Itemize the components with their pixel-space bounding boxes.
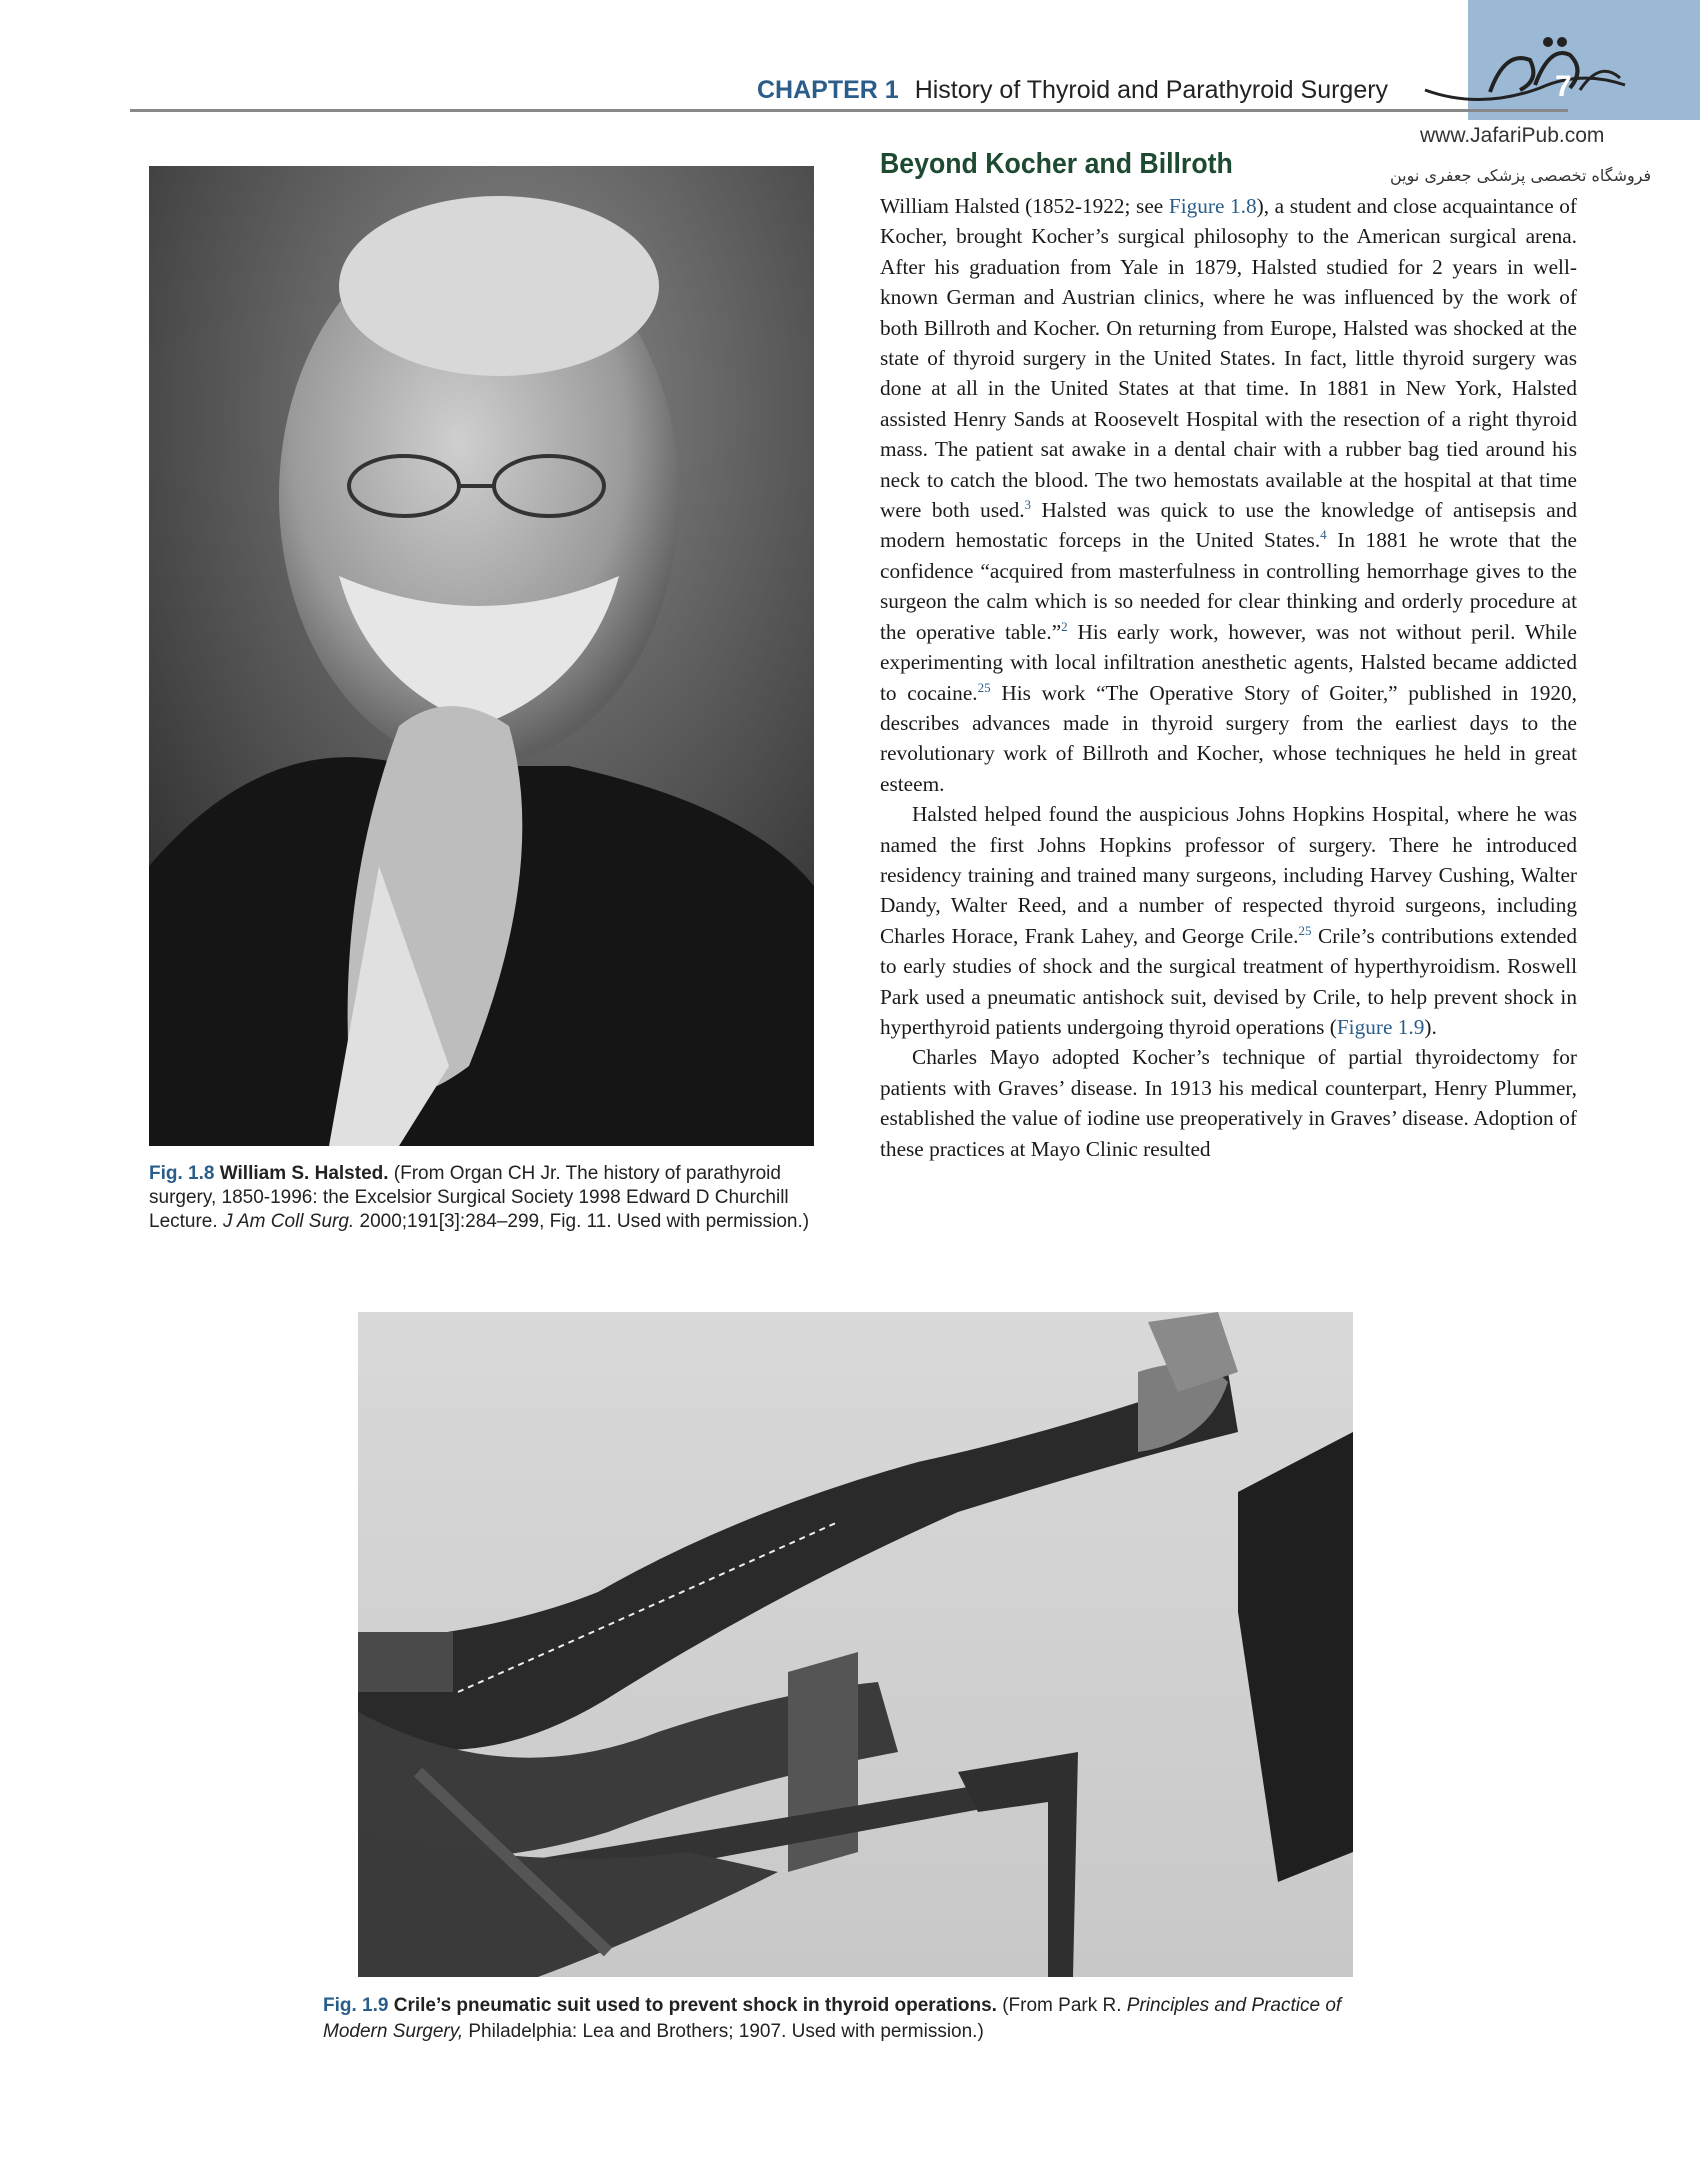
text-run: William Halsted (1852-1922; see — [880, 194, 1169, 218]
pneumatic-suit-photo — [358, 1312, 1353, 1977]
chapter-label: CHAPTER 1 — [757, 76, 899, 104]
text-run: ). — [1424, 1014, 1437, 1039]
paragraph — [880, 191, 1577, 799]
text-run: Halsted was quick to use the knowledge of antisepsis and modern hemostatic forceps in the United States. — [880, 498, 1577, 553]
running-header — [757, 76, 1388, 105]
figure-title: Crile’s pneumatic suit used to prevent shock in thyroid operations. — [393, 1995, 997, 2016]
citation-link[interactable]: 25 — [1298, 922, 1312, 938]
paragraph — [880, 799, 1577, 1042]
page-number: 7 — [1555, 70, 1572, 103]
caption-text: (From Park R. — [1002, 1995, 1127, 2016]
section-heading: Beyond Kocher and Billroth — [880, 148, 1233, 180]
text-run: In 1881 he wrote that the confidence “acquired from masterfulness in controlling hemorrhage gives to the surgeon the calm which is so needed for clear thinking and orderly procedure at the operative table.” — [880, 528, 1577, 644]
header-rule — [130, 109, 1568, 112]
text-run: His work “The Operative Story of Goiter,” published in 1920, describes advances made in thyroid surgery from the earliest days to the revolutionary work of Billroth and Kocher, whose techniques he held in great esteem. — [880, 680, 1578, 796]
figure-1-9-link[interactable]: Figure 1.9 — [1336, 1014, 1425, 1039]
article-body — [880, 191, 1577, 1164]
citation-link[interactable]: 25 — [977, 679, 991, 695]
figure-1-8-link[interactable]: Figure 1.8 — [1168, 194, 1257, 218]
book-title: Principles and Practice of Modern Surgery, — [323, 1995, 1342, 2042]
halsted-portrait-photo — [149, 166, 814, 1146]
watermark-shop: فروشگاه تخصصی پزشکی جعفری نوین — [1390, 166, 1652, 185]
paragraph — [880, 1042, 1577, 1164]
figure-label: Fig. 1.8 — [149, 1163, 215, 1184]
citation-link[interactable]: 2 — [1061, 618, 1068, 634]
text-run: Charles Mayo adopted Kocher’s technique of partial thyroidectomy for patients with Graves’ disease. In 1913 his medical counterpart, Henry Plummer, established the value of iodine use preoperatively in Graves’ disease. Adoption of these practices at Mayo Clinic resulted — [880, 1045, 1577, 1161]
caption-text: 2000;191[3]:284–299, Fig. 11. Used with permission.) — [354, 1211, 810, 1232]
figure-1-9-caption — [323, 1993, 1403, 2045]
journal-name: J Am Coll Surg. — [222, 1211, 355, 1232]
caption-text: (From Organ CH Jr. The history of parathyroid surgery, 1850-1996: the Excelsior Surgical Society 1998 Edward D Churchill Lecture. — [149, 1163, 789, 1232]
text-run: Crile’s contributions extended to early studies of shock and the surgical treatment of hyperthyroidism. Roswell Park used a pneumatic antishock suit, devised by Crile, to help prevent shock in hyperthyroid patients undergoing thyroid operations ( — [880, 923, 1577, 1039]
caption-text: Philadelphia: Lea and Brothers; 1907. Used with permission.) — [463, 2021, 984, 2042]
watermark-site: www.JafariPub.com — [1420, 124, 1605, 147]
citation-link[interactable]: 3 — [1024, 496, 1032, 512]
figure-label: Fig. 1.9 — [323, 1995, 389, 2016]
text-run: ), a student and close acquaintance of Kocher, brought Kocher’s surgical philosophy to the American surgical arena. After his graduation from Yale in 1879, Halsted studied for 2 years in well-known German and Austrian clinics, where he was influenced by the work of both Billroth and Kocher. On returning from Europe, Halsted was shocked at the state of thyroid surgery in the United States. In fact, little thyroid surgery was done at all in the United States at that time. In 1881 in New York, Halsted assisted Henry Sands at Roosevelt Hospital with the resection of a right thyroid mass. The patient sat awake in a dental chair with a rubber bag tied around his neck to catch the blood. The two hemostats available at the hospital at that time were both used. — [880, 194, 1577, 523]
figure-title: William S. Halsted. — [219, 1163, 389, 1184]
figure-1-8-caption — [149, 1162, 829, 1234]
citation-link[interactable]: 4 — [1320, 527, 1327, 543]
chapter-title: History of Thyroid and Parathyroid Surgery — [914, 76, 1389, 104]
text-run: His early work, however, was not without peril. While experimenting with local infiltration anesthetic agents, Halsted became addicted to cocaine. — [880, 619, 1577, 705]
text-run: Halsted helped found the auspicious Johns Hopkins Hospital, where he was named the first Johns Hopkins professor of surgery. There he introduced residency training and trained many surgeons, including Harvey Cushing, Walter Dandy, Walter Reed, and a number of respected thyroid surgeons, including Charles Horace, Frank Lahey, and George Crile. — [880, 802, 1577, 948]
